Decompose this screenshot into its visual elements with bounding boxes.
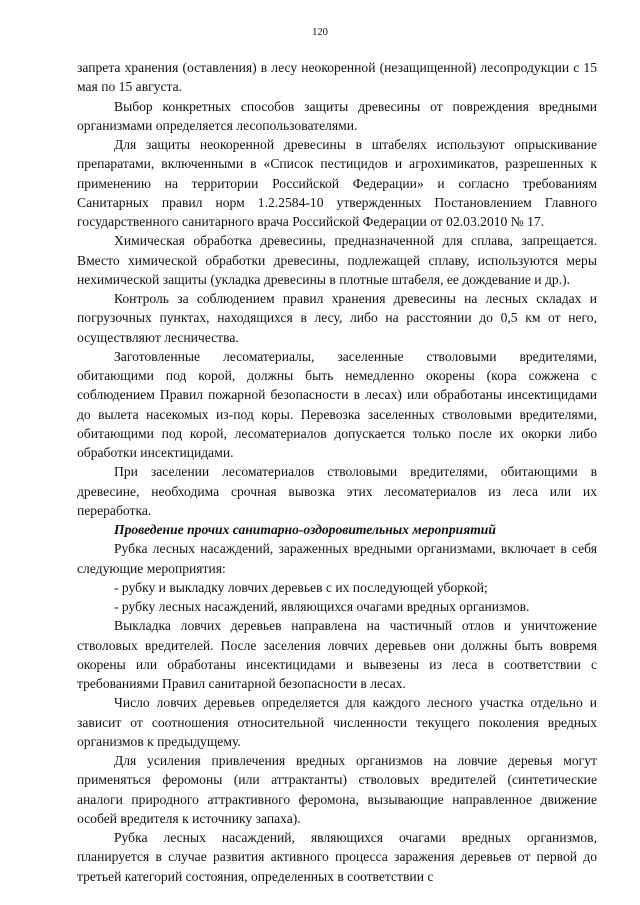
paragraph: Рубка лесных насаждений, зараженных вредными организмами, включает в себя следующие мероприятия: — [77, 541, 597, 576]
paragraph: Химическая обработка древесины, предназначенной для сплава, запрещается. Вместо химической обработки древесины, подлежащей сплаву, используются меры нехимической защиты (укладка древесины в плотные штабеля, ее дождевание и др.). — [77, 233, 597, 287]
list-item: - рубку лесных насаждений, являющихся очагами вредных организмов. — [114, 599, 530, 614]
paragraph: Рубка лесных насаждений, являющихся очагами вредных организмов, планируется в случае развития активного процесса заражения деревьев от первой до третьей категорий состояния, определенных в соответствии с — [77, 830, 597, 884]
list-item: - рубку и выкладку ловчих деревьев с их последующей уборкой; — [114, 579, 488, 595]
paragraph: Выкладка ловчих деревьев направлена на частичный отлов и уничтожение стволовых вредителей. После заселения ловчих деревьев они должны быть вовремя окорены или обработаны инсектицидами и вывезены из леса в соответствии с требованиями Правил санитарной безопасности в лесах. — [77, 618, 597, 691]
paragraph: Заготовленные лесоматериалы, заселенные стволовыми вредителями, обитающими под корой, должны быть немедленно окорены (кора сожжена с соблюдением Правил пожарной безопасности в лесах) или обработаны инсектицидами до вылета насекомых из-под коры. Перевозка заселенных стволовыми вредителями, обитающими под корой, лесоматериалов допускается только после их окорки либо обработки инсектицидами. — [77, 348, 597, 460]
paragraph: запрета хранения (оставления) в лесу неокоренной (незащищенной) лесопродукции с 15 мая по 15 августа. — [77, 60, 597, 95]
paragraph: Для защиты неокоренной древесины в штабелях используют опрыскивание препаратами, включенными в «Список пестицидов и агрохимикатов, разрешенных к применению на территории Российской Федерации» и согласно требованиям Санитарных правил норм 1.2.2584-10 утвержденных Постановлением Главного государственного санитарного врача Российской Федерации от 02.03.2010 № 17. — [77, 137, 597, 229]
paragraph: Число ловчих деревьев определяется для каждого лесного участка отдельно и зависит от соотношения относительной численности текущего поколения вредных организмов к предыдущему. — [77, 695, 597, 749]
paragraph: Выбор конкретных способов защиты древесины от повреждения вредными организмами определяется лесопользователями. — [77, 98, 597, 133]
page-number: 120 — [312, 27, 328, 38]
document-body — [77, 58, 597, 886]
paragraph: При заселении лесоматериалов стволовыми вредителями, обитающими в древесине, необходима срочная вывозка этих лесоматериалов из леса или их переработка. — [77, 464, 597, 518]
section-heading: Проведение прочих санитарно-оздоровительных мероприятий — [114, 522, 496, 537]
paragraph: Контроль за соблюдением правил хранения древесины на лесных складах и погрузочных пунктах, находящихся в лесу, либо на расстоянии до 0,5 км от него, осуществляют лесничества. — [77, 291, 597, 345]
paragraph: Для усиления привлечения вредных организмов на ловчие деревья могут применяться феромоны (или аттрактанты) стволовых вредителей (синтетические аналоги природного аттрактивного феромона, вызывающие направленное движение особей вредителя к источнику запаха). — [77, 753, 597, 826]
